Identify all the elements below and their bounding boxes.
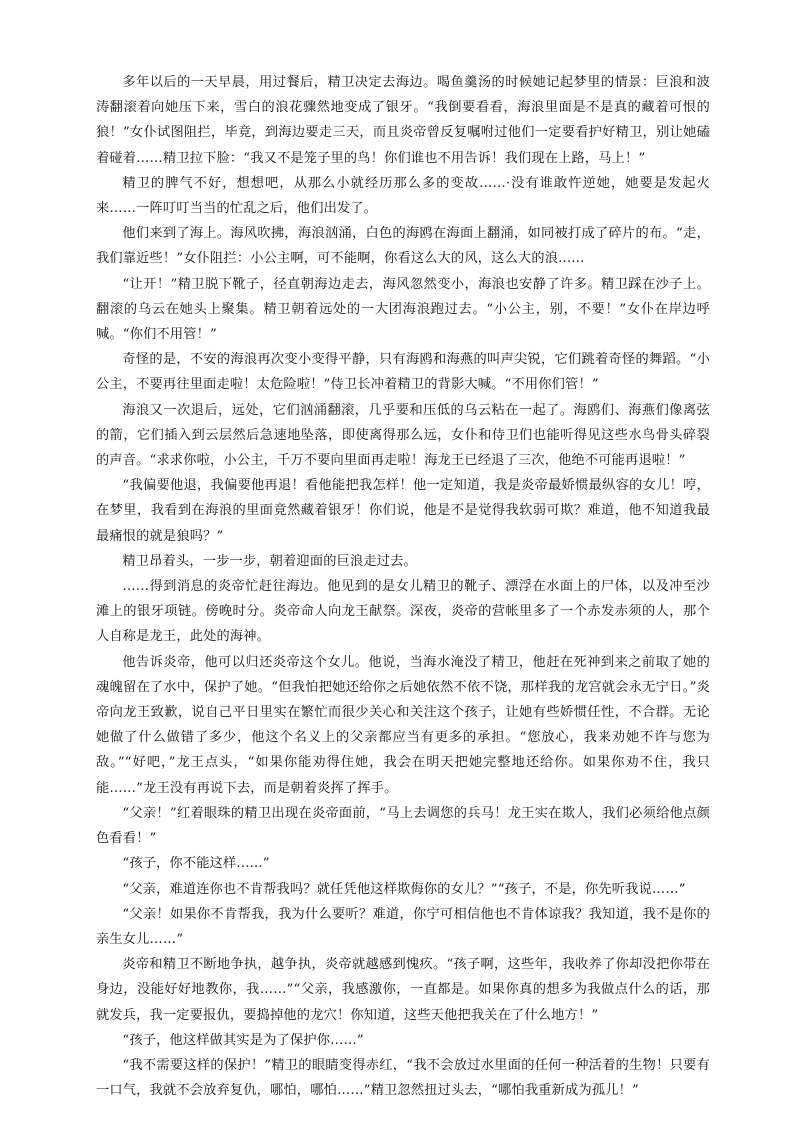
paragraph: “让开！”精卫脱下靴子，径直朝海边走去，海风忽然变小，海浪也安静了许多。精卫踩在沙子上。翻滚的乌云在她头上聚集。精卫朝着远处的一大团海浪跑过去。“小公主，别，不要！”女仆在岸边呼喊。“你们不用管！”: [96, 276, 710, 343]
paragraph: “我偏要他退，我偏要他再退！看他能把我怎样！他一定知道，我是炎帝最娇惯最纵容的女儿！哼，在梦里，我看到在海浪的里面竟然藏着银牙！你们说，他是不是觉得我软弱可欺？难道，他不知道我最最痛恨的就是狼吗？”: [96, 478, 710, 544]
paragraph: 多年以后的一天早晨，用过餐后，精卫决定去海边。喝鱼羹汤的时候她记起梦里的情景：巨浪和波涛翻滚着向她压下来，雪白的浪花骤然地变成了银牙。“我倒要看看，海浪里面是不是真的藏着可恨的狼！”女仆试图阻拦，毕竟，到海边要走三天，而且炎帝曾反复嘱咐过他们一定要看护好精卫，别让她磕着碰着……精卫拉下脸：“我又不是笼子里的鸟！你们谁也不用告诉！我们现在上路，马上！”: [96, 75, 710, 166]
paragraph: 奇怪的是，不安的海浪再次变小变得平静，只有海鸥和海燕的叫声尖锐，它们跳着奇怪的舞蹈。“小公主，不要再往里面走啦！太危险啦！”侍卫长冲着精卫的背影大喊。“不用你们管！”: [96, 352, 710, 393]
paragraph: “父亲！”红着眼珠的精卫出现在炎帝面前，“马上去调您的兵马！龙王实在欺人，我们必须给他点颜色看看！”: [96, 805, 710, 847]
paragraph: 他们来到了海上。海风吹拂，海浪汹涌，白色的海鸥在海面上翻涌，如同被打成了碎片的布。“走，我们靠近些！”女仆阻拦：小公主啊，可不能啊，你看这么大的风，这么大的浪......: [96, 226, 710, 267]
paragraph: “父亲，难道连你也不肯帮我吗？就任凭他这样欺侮你的女儿？”“孩子，不是，你先听我说……”: [122, 881, 686, 897]
paragraph: “父亲！如果你不肯帮我，我为什么要听？难道，你宁可相信他也不肯体谅我？我知道，我不是你的亲生女儿……”: [96, 906, 710, 947]
paragraph: 海浪又一次退后，远处，它们汹涌翻滚，几乎要和压低的乌云粘在一起了。海鸥们、海燕们像离弦的箭，它们插入到云层然后急速地坠落，即使离得那么远，女仆和侍卫们也能听得见这些水鸟骨头碎裂的声音。“求求你啦，小公主，千万不要向里面再走啦！海龙王已经退了三次，他绝不可能再退啦！”: [96, 402, 710, 469]
paragraph: 精卫的脾气不好，想想吧，从那么小就经历那么多的变故……·没有谁敢忤逆她，她要是发起火来……一阵叮叮当当的忙乱之后，他们出发了。: [96, 175, 710, 217]
paragraph: “我不需要这样的保护！”精卫的眼睛变得赤红，“我不会放过水里面的任何一种活着的生物！只要有一口气，我就不会放弃复仇，哪怕，哪怕……”精卫忽然扭过头去，“哪怕我重新成为孤儿！”: [96, 1057, 710, 1099]
paragraph: ……得到消息的炎帝忙赶往海边。他见到的是女儿精卫的靴子、漂浮在水面上的尸体，以及冲至沙滩上的银牙项链。傍晚时分。炎帝命人向龙王献祭。深夜，炎帝的营帐里多了一个赤发赤须的人，那个人自称是龙王，此处的海神。: [96, 579, 710, 645]
paragraph: “孩子，你不能这样......”: [122, 856, 270, 872]
paragraph: “孩子，他这样做其实是为了保护你……”: [122, 1032, 364, 1048]
paragraph: 精卫昂着头，一步一步，朝着迎面的巨浪走过去。: [122, 553, 417, 569]
paragraph: 他告诉炎帝，他可以归还炎帝这个女儿。他说，当海水淹没了精卫，他赶在死神到来之前取了她的魂魄留在了水中，保护了她。“但我怕把她还给你之后她依然不依不饶，那样我的龙宫就会永无宁日。”炎帝向龙王致歉，说自己平日里实在繁忙而很少关心和关注这个孩子，让她有些娇惯任性，不合群。无论她做了什么做错了多少，他这个名义上的父亲都应当有更多的承担。“您放心，我来劝她不许与您为敌。”“好吧，”龙王点头，“如果你能劝得住她，我会在明天把她完整地还给你。如果你劝不住，我只能……”龙王没有再说下去，而是朝着炎挥了挥手。: [96, 654, 710, 796]
paragraph: 炎帝和精卫不断地争执，越争执，炎帝就越感到愧疚。“孩子啊，这些年，我收养了你却没把你带在身边，没能好好地教你，我……”“父亲，我感激你，一直都是。如果你真的想多为我做点什么的话，那就发兵，我一定要报仇，要捣掉他的龙穴！你知道，这些天他把我关在了什么地方！”: [96, 957, 710, 1023]
